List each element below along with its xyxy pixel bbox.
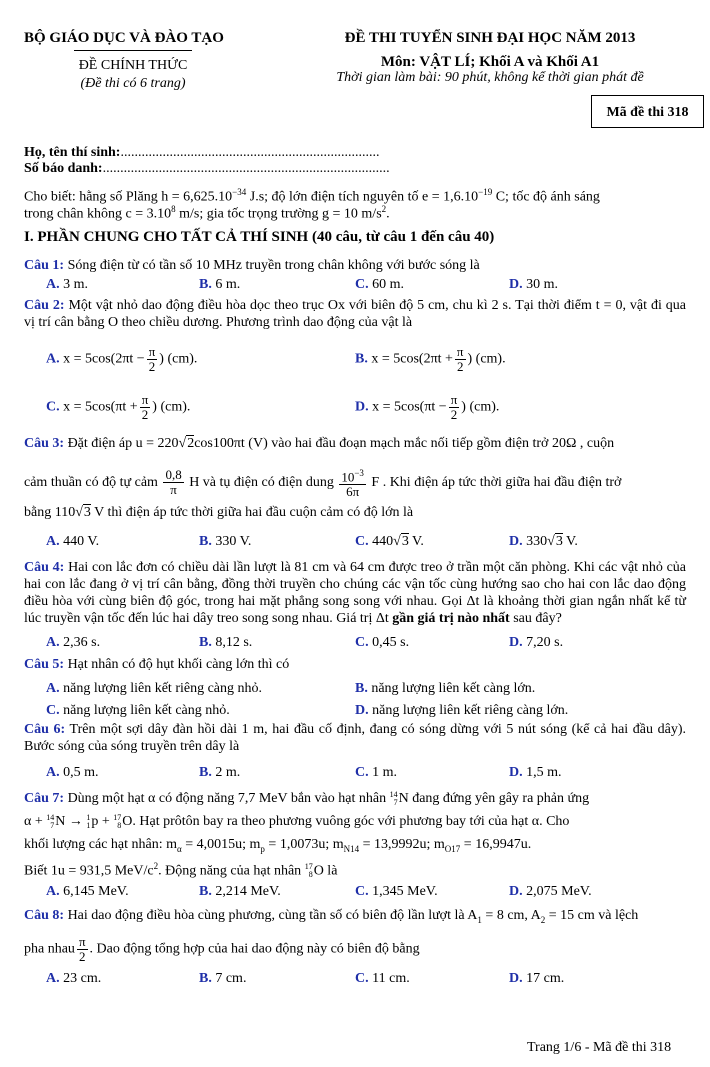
q7-option-a[interactable] [46,883,129,900]
fraction [163,468,183,497]
subscript: O17 [444,843,461,854]
radicand: 3 [83,505,91,520]
atomic-number: 8 [117,820,122,830]
q8-option-b[interactable] [199,970,246,987]
option-text: 7,20 s. [526,635,564,650]
option-letter: A. [46,534,60,549]
q2-option-b[interactable] [355,345,506,374]
denominator: 2 [78,949,86,964]
numerator: π [450,392,458,407]
q1-option-a[interactable] [46,276,88,293]
mass-number: 14 [46,812,55,822]
option-letter: C. [355,635,369,650]
q3-option-c[interactable]: C. 440√3 V. [355,534,424,549]
candidate-name-label: Họ, tên thí sinh: [24,145,121,160]
question-text: = 8 cm, A [481,908,541,923]
option-letter: A. [46,884,60,899]
q8-option-c[interactable] [355,970,410,987]
option-letter: B. [199,635,212,650]
pages-note: (Đề thi có 6 trang) [80,76,186,91]
option-letter: C. [355,534,369,549]
formula-text: ) (cm). [467,351,506,367]
q4-option-b[interactable] [199,634,252,651]
question-7-line-4 [24,858,686,880]
numerator: π [456,344,464,359]
option-text: 2 m. [215,765,241,780]
question-text: = 13,9992u; m [359,837,445,852]
option-letter: B. [355,681,368,696]
question-text: = 4,0015u; m [181,837,261,852]
page-footer: Trang 1/6 - Mã đề thi 318 [527,1040,672,1055]
option-text: 3 m. [63,277,89,292]
option-letter: D. [509,884,523,899]
fraction [140,393,151,422]
q7-option-c[interactable] [355,883,438,900]
q8-option-a[interactable] [46,970,101,987]
option-letter: D. [509,635,523,650]
question-text: Sóng điện từ có tần số 10 MHz truyền trong chân không với bước sóng là [64,258,480,273]
numerator: π [148,344,156,359]
fraction [147,345,158,374]
question-text: pha nhau [24,941,75,957]
nuclide-numbers [86,814,90,830]
q8-option-d[interactable] [509,970,564,987]
q5-option-c[interactable] [46,702,230,719]
option-text: 8,12 s. [215,635,253,650]
option-letter: C. [46,703,60,718]
question-text: = 15 cm và lệch [545,908,639,923]
option-text: năng lượng liên kết càng nhỏ. [63,703,230,718]
q5-option-b[interactable] [355,680,535,697]
question-text: bằng 110 [24,505,76,520]
numerator: 0,8 [165,467,182,483]
question-label: Câu 8: [24,908,65,923]
subscript: 2 [540,914,546,925]
question-text: Hạt nhân có độ hụt khối càng lớn thì có [64,657,290,672]
question-8-line-2 [24,935,686,964]
formula-text: ) (cm). [461,399,500,415]
option-text: 1,5 m. [526,765,562,780]
option-letter: B. [355,351,368,367]
q3-option-d[interactable]: D. 330√3 V. [509,534,578,549]
subscript: 1 [477,914,482,925]
time-note: Thời gian làm bài: 90 phút, không kể thời gian phát đề [336,70,644,85]
question-text: Đặt điện áp u = 220 [64,436,179,451]
official-label: ĐỀ CHÍNH THỨC [78,58,188,73]
subscript: p [260,843,265,854]
question-label: Câu 4: [24,560,65,575]
option-letter: C. [355,765,369,780]
option-letter: C. [355,971,369,986]
candidate-id-label: Số báo danh: [24,161,103,176]
option-text: 330 V. [215,534,252,549]
q5-option-a[interactable] [46,680,262,697]
question-8-line-1 [24,907,686,929]
question-text: cos100πt (V) vào hai đầu đoạn mạch mắc nối tiếp gồm điện trở 20Ω , cuộn [194,436,615,451]
fraction [339,466,366,499]
denominator: 6π [346,484,360,500]
exponent: −34 [232,187,247,197]
ministry-name: BỘ GIÁO DỤC VÀ ĐÀO TẠO [24,30,224,46]
question-label: Câu 7: [24,791,65,806]
question-3-line-3: bằng 110√3 V thì điện áp tức thời giữa hai đầu cuộn cảm có độ lớn là [24,505,414,520]
exponent: 2 [153,861,159,871]
question-7-line-2 [24,813,686,830]
option-text: 440 V. [63,534,100,549]
q6-option-a[interactable] [46,764,99,781]
q1-option-c[interactable] [355,276,404,293]
constants-text: J.s; độ lớn điện tích nguyên tố e = 1,6.10 [246,189,479,205]
option-letter: C. [355,884,369,899]
option-text: 1 m. [372,765,398,780]
option-text: năng lượng liên kết riêng càng lớn. [372,703,569,718]
option-letter: D. [509,971,523,986]
option-letter: A. [46,765,60,780]
option-letter: B. [199,765,212,780]
q4-option-d[interactable] [509,634,563,651]
option-text: 7 cm. [215,971,247,986]
constants-text: C; tốc độ ánh sáng [492,189,600,205]
option-text: 330 [526,534,548,549]
radicand: 2 [187,436,195,451]
q4-option-a[interactable] [46,634,100,651]
formula-text: x = 5cos(2πt + [371,351,453,367]
question-text: Một vật nhỏ dao động điều hòa dọc theo trục Ox với biên độ 5 cm, chu kì 2 s. Tại thời điểm t = 0, vật đi qua vị trí cân bằng O theo chiều dương. Phương trình dao động của vật là [24,298,686,330]
subscript: α [177,843,182,854]
denominator: 2 [141,407,149,422]
question-3-line-1: Câu 3: Đặt điện áp u = 220√2cos100πt (V) vào hai đầu đoạn mạch mắc nối tiếp gồm điện trở 20Ω , cuộn [24,436,615,451]
question-text: α + [24,814,47,829]
option-letter: B. [199,277,212,292]
question-text: N → [55,814,87,829]
candidate-id-row [24,160,686,177]
mass-number: 14 [389,789,398,799]
atomic-number: 8 [308,870,313,880]
question-text: = 16,9947u. [460,837,532,852]
q2-option-d[interactable] [355,393,499,422]
option-text: V. [562,534,578,549]
question-text: . Dao động tổng hợp của hai dao động này có biên độ bằng [89,941,420,957]
formula-text: ) (cm). [152,399,191,415]
option-text: 440 [372,534,394,549]
option-letter: A. [46,635,60,650]
q6-option-c[interactable] [355,764,397,781]
nuclide-numbers [46,814,54,830]
nuclide-numbers [390,791,398,807]
question-text: Biết 1u = 931,5 MeV/c [24,863,154,879]
question-text: Hai con lắc đơn có chiều dài lần lượt là 81 cm và 64 cm được treo ở trần một căn phòng. Khi các vật nhỏ của hai con lắc đang ở vị trí cân bằng, đồng thời truyền cho chúng các vận tốc cùng hướng sao cho hai con lắc dao động điều hòa với cùng biên độ góc, trong hai mặt phẳng song song với nhau. Gọi Δt là khoảng thời gian ngắn nhất kể từ lúc truyền vận tốc đến lúc hai dây treo song song nhau. Giá trị Δt [24,560,687,626]
option-text: 60 m. [372,277,405,292]
constants-text: m/s; gia tốc trọng trường g = 10 m/s [175,206,382,222]
ministry-underline [74,50,192,51]
numerator: π [141,392,149,407]
fraction [77,935,88,964]
question-text: = 1,0073u; m [264,837,344,852]
mass-number: 17 [304,862,313,872]
option-letter: A. [46,681,60,696]
constants-text: Cho biết: hằng số Plăng h = 6,625.10 [24,189,233,205]
radicand: 3 [401,534,409,549]
question-text: H và tụ điện có điện dung [189,474,334,490]
option-text: 2,214 MeV. [215,884,281,899]
option-text: 6 m. [215,277,241,292]
option-text: 2,075 MeV. [526,884,592,899]
option-letter: D. [509,534,523,549]
exam-title: ĐỀ THI TUYỂN SINH ĐẠI HỌC NĂM 2013 [344,30,636,46]
option-text: năng lượng liên kết càng lớn. [371,681,536,696]
nuclide-numbers [305,863,313,879]
formula-text: x = 5cos(2πt − [63,351,145,367]
mass-number: 1 [86,812,91,822]
question-label: Câu 2: [24,298,65,313]
question-text: khối lượng các hạt nhân: m [24,837,178,852]
mass-number: 17 [113,812,122,822]
question-label: Câu 5: [24,657,65,672]
exponent: −19 [478,187,493,197]
question-4 [24,559,686,627]
denominator: 2 [148,359,156,374]
atomic-number: 7 [50,820,55,830]
option-text: V. [408,534,424,549]
option-text: 6,145 MeV. [63,884,129,899]
candidate-name-row [24,144,686,161]
question-1 [24,257,686,274]
option-letter: A. [46,351,60,367]
constants-text: . [386,206,390,222]
q6-option-d[interactable] [509,764,562,781]
subscript: N14 [343,843,360,854]
exponent: 8 [171,204,176,214]
q1-option-d[interactable] [509,276,558,293]
question-label: Câu 6: [24,722,66,737]
denominator: 2 [450,407,458,422]
question-text: sau đây? [509,611,562,626]
option-text: 1,345 MeV. [372,884,438,899]
question-text: Trên một sợi dây đàn hồi dài 1 m, hai đầu cố định, đang có sóng dừng với 5 nút sóng (kể cả hai đầu dây). Bước sóng của sóng truyền trên dây là [24,722,686,754]
option-text: 30 m. [526,277,559,292]
question-7-line-3 [24,836,686,858]
q3-option-a[interactable] [46,533,99,550]
candidate-name-dots: .......................................................................... [120,145,380,160]
question-text: V thì điện áp tức thời giữa hai đầu cuộn cảm có độ lớn là [90,505,414,520]
question-text: Dùng một hạt α có động năng 7,7 MeV bắn vào hạt nhân [64,791,390,806]
atomic-number: 7 [393,797,398,807]
q3-option-b[interactable] [199,533,251,550]
q7-option-d[interactable] [509,883,592,900]
q6-option-b[interactable] [199,764,240,781]
exponent: −3 [354,468,364,478]
q2-option-c[interactable] [46,393,190,422]
option-text: 2,36 s. [63,635,101,650]
subject-line: Môn: VẬT LÍ; Khối A và Khối A1 [380,54,600,70]
option-text: 23 cm. [63,971,102,986]
q5-option-d[interactable] [355,702,568,719]
question-text: O. Hạt prôtôn bay ra theo phương vuông góc với phương bay tới của hạt α. Cho [122,814,570,829]
formula-text: x = 5cos(πt − [372,399,447,415]
radicand: 3 [555,534,563,549]
question-text: Hai dao động điều hòa cùng phương, cùng tần số có biên độ lần lượt là A [64,908,478,923]
q4-option-c[interactable] [355,634,409,651]
q1-option-b[interactable] [199,276,240,293]
option-text: 0,5 m. [63,765,99,780]
option-letter: B. [199,971,212,986]
option-letter: B. [199,884,212,899]
option-letter: C. [355,277,369,292]
option-letter: A. [46,277,60,292]
option-text: 17 cm. [526,971,565,986]
question-7-line-1 [24,790,686,807]
option-letter: D. [509,765,523,780]
formula-text: ) (cm). [159,351,198,367]
question-label: Câu 3: [24,436,65,451]
question-text: p + [91,814,114,829]
option-text: 11 cm. [372,971,410,986]
constants-line-2 [24,201,686,223]
question-emphasis: gần giá trị nào nhất [392,611,510,626]
section-heading: I. PHẦN CHUNG CHO TẤT CẢ THÍ SINH (40 câu, từ câu 1 đến câu 40) [24,229,495,245]
q7-option-b[interactable] [199,883,281,900]
option-text: 0,45 s. [372,635,410,650]
fraction [449,393,460,422]
constants-text: trong chân không c = 3.10 [24,206,172,222]
question-text: cảm thuần có độ tự cảm [24,474,158,490]
question-text: F . Khi điện áp tức thời giữa hai đầu điện trở [371,474,622,490]
numerator: π [78,934,86,949]
atomic-number: 1 [86,820,91,830]
question-text: . Động năng của hạt nhân [158,863,305,879]
numerator: 10 [341,469,355,485]
question-text: O là [313,863,338,879]
question-2 [24,297,686,331]
option-letter: D. [355,703,369,718]
question-text: N đang đứng yên gây ra phản ứng [398,791,590,806]
option-letter: D. [355,399,369,415]
exponent: 2 [381,204,387,214]
question-3-line-2 [24,466,686,499]
q2-option-a[interactable] [46,345,197,374]
denominator: 2 [456,359,464,374]
candidate-id-dots: .................................................................................. [102,161,390,176]
exam-code-box: Mã đề thi 318 [591,95,704,128]
option-letter: C. [46,399,60,415]
question-6 [24,721,686,755]
option-text: năng lượng liên kết riêng càng nhỏ. [63,681,263,696]
option-letter: D. [509,277,523,292]
question-label: Câu 1: [24,258,65,273]
fraction [455,345,466,374]
option-letter: A. [46,971,60,986]
question-5 [24,656,686,673]
formula-text: x = 5cos(πt + [63,399,138,415]
denominator: π [170,482,177,498]
option-letter: B. [199,534,212,549]
nuclide-numbers [113,814,121,830]
